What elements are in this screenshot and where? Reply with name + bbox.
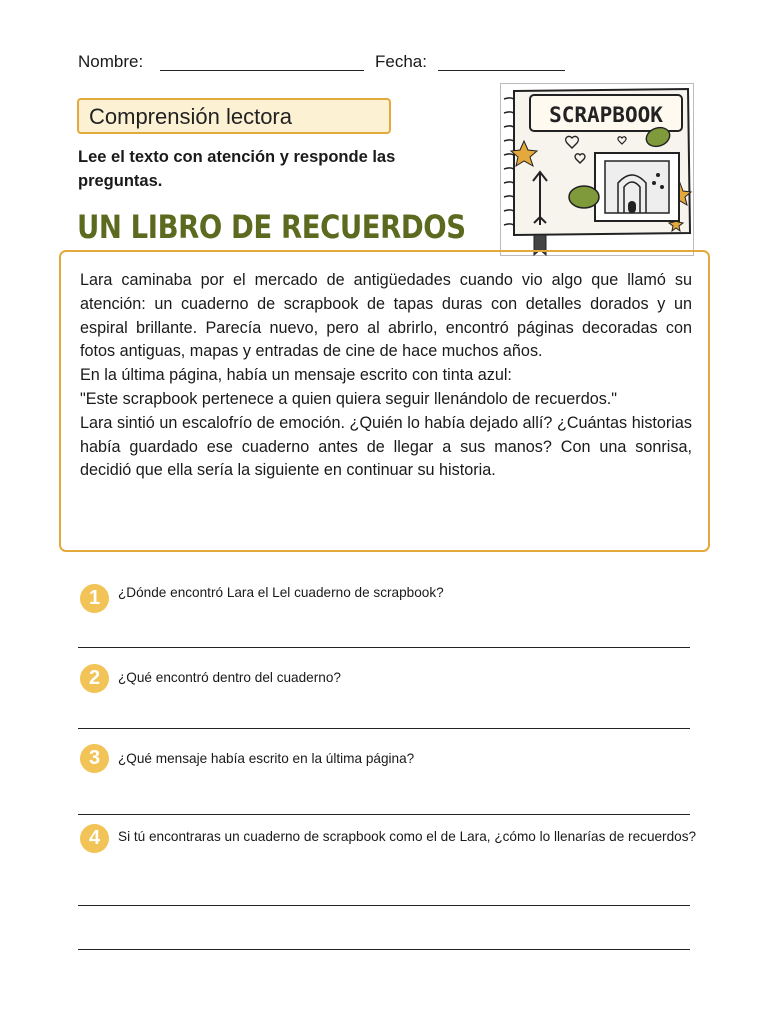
answer-line-1[interactable] — [78, 647, 690, 648]
question-number-2: 2 — [80, 664, 109, 693]
name-field-line[interactable] — [160, 70, 364, 71]
page-title: UN LIBRO DE RECUERDOS — [77, 208, 466, 246]
reading-paragraph: Lara caminaba por el mercado de antigüedades cuando vio algo que llamó su atención: un cuaderno de scrapbook de tapas duras con detalles dorados y un espiral brillante. Parecía nuevo, pero al abrirlo, encontró páginas decoradas con fotos antiguas, mapas y entradas de cine de hace muchos años. — [80, 271, 692, 361]
question-number-4: 4 — [80, 824, 109, 853]
instructions: Lee el texto con atención y responde las preguntas. — [78, 148, 396, 190]
reading-paragraph: En la última página, había un mensaje escrito con tinta azul: — [80, 366, 512, 385]
question-1-text: ¿Dónde encontró Lara el Lel cuaderno de scrapbook? — [118, 585, 444, 600]
answer-line-3[interactable] — [78, 814, 690, 815]
reading-paragraph: Lara sintió un escalofrío de emoción. ¿Quién lo había dejado allí? ¿Cuántas historias había guardado ese cuaderno antes de llegar a sus manos? Con una sonrisa, decidió que ella sería la siguiente en continuar su historia. — [80, 413, 692, 480]
question-2-text: ¿Qué encontró dentro del cuaderno? — [118, 670, 341, 685]
date-label: Fecha: — [375, 52, 427, 71]
answer-line-2[interactable] — [78, 728, 690, 729]
scrapbook-label: SCRAPBOOK — [549, 103, 663, 127]
question-4-text: Si tú encontraras un cuaderno de scrapbook como el de Lara, ¿cómo lo llenarías de recuerdos? — [118, 829, 697, 844]
answer-line-4a[interactable] — [78, 905, 690, 906]
date-field-line[interactable] — [438, 70, 565, 71]
scrapbook-illustration — [500, 83, 694, 256]
section-tag-label: Comprensión lectora — [89, 104, 292, 129]
question-number-1: 1 — [80, 584, 109, 613]
question-number-3: 3 — [80, 744, 109, 773]
leaf-icon — [569, 186, 599, 208]
reading-text — [80, 269, 692, 483]
reading-paragraph: "Este scrapbook pertenece a quien quiera seguir llenándolo de recuerdos." — [80, 389, 618, 408]
section-tag — [77, 98, 391, 134]
answer-line-4b[interactable] — [78, 949, 690, 950]
question-3-text: ¿Qué mensaje había escrito en la última página? — [118, 751, 415, 766]
reading-box — [59, 250, 710, 552]
name-label: Nombre: — [78, 52, 144, 71]
